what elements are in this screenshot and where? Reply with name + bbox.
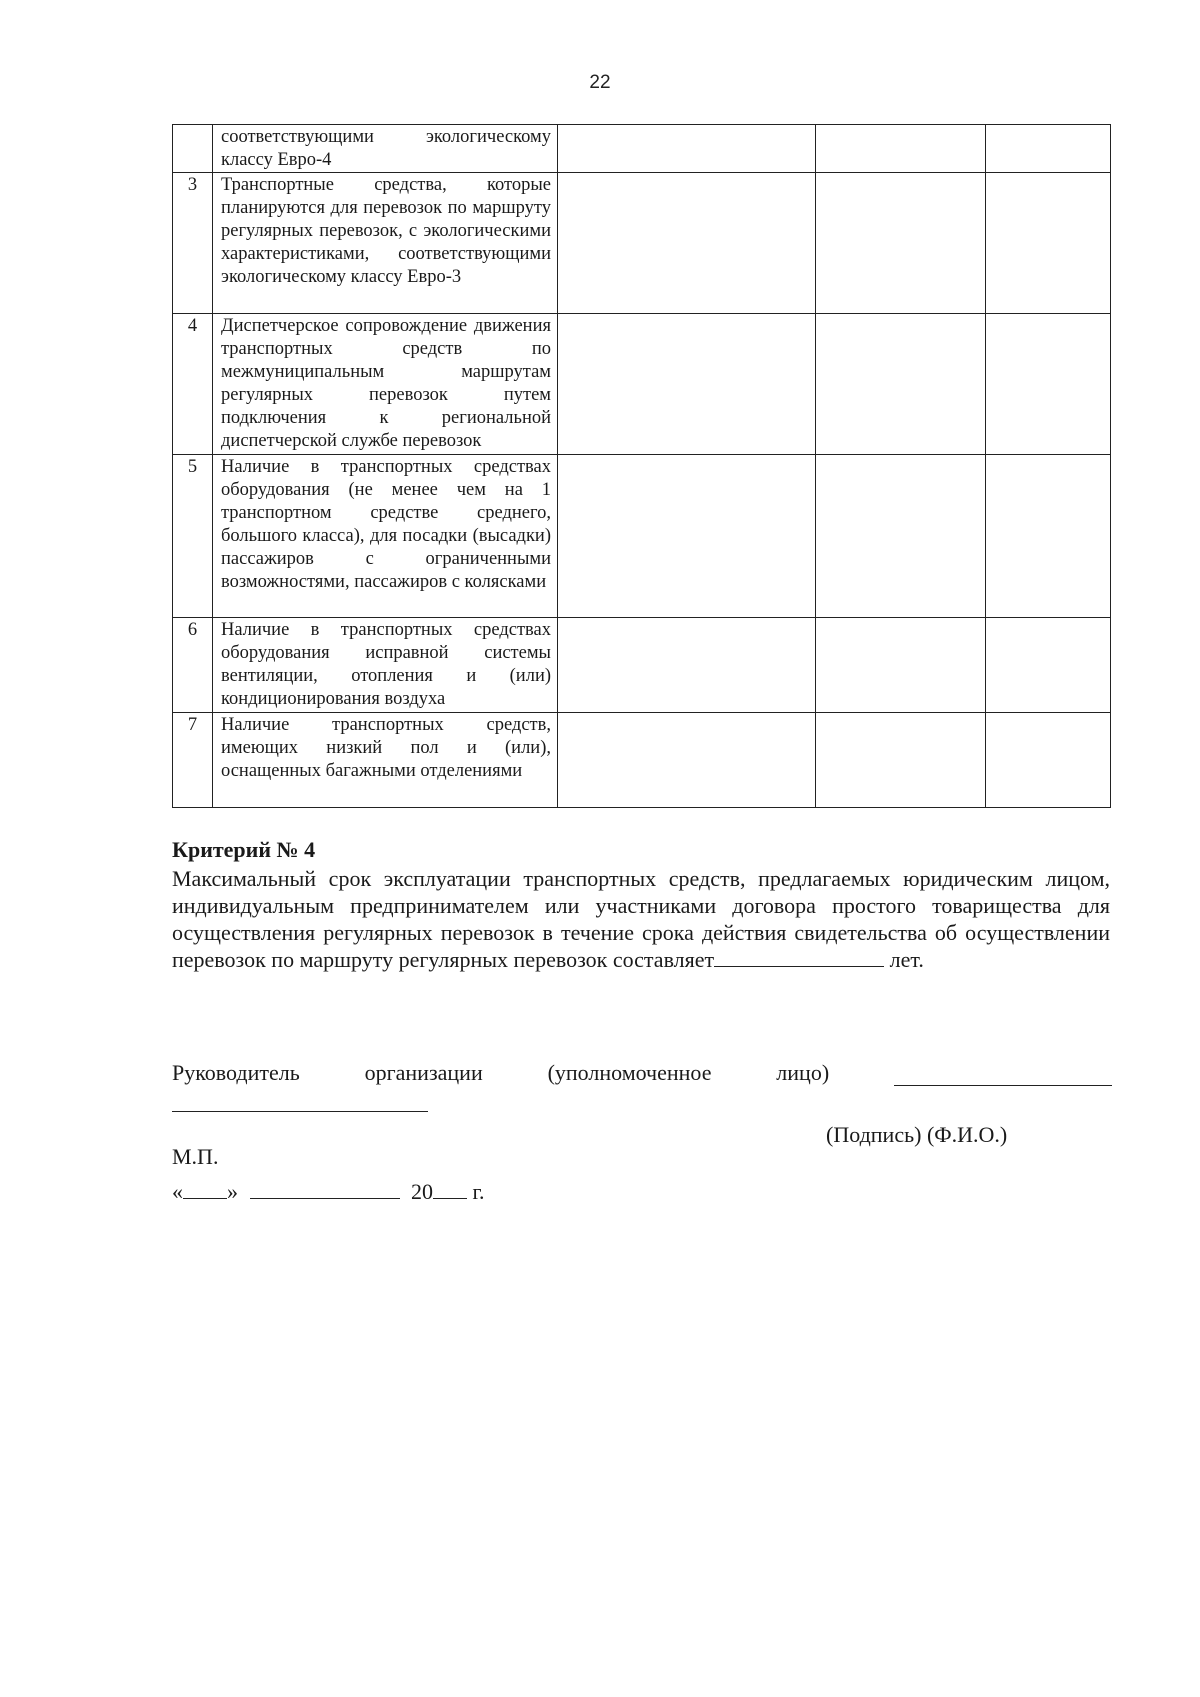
- years-blank-field[interactable]: [714, 946, 884, 967]
- empty-cell: [816, 314, 986, 455]
- year-suffix: г.: [472, 1179, 485, 1204]
- signature-blank-field[interactable]: [894, 1065, 1112, 1086]
- name-blank-field[interactable]: [172, 1110, 428, 1112]
- signature-word: Руководитель: [172, 1060, 300, 1085]
- day-blank-field[interactable]: [183, 1178, 227, 1199]
- row-number: 3: [173, 173, 213, 314]
- quote-close: »: [227, 1179, 238, 1204]
- table-row: [173, 314, 1111, 455]
- empty-cell: [816, 125, 986, 173]
- date-line: [172, 1178, 485, 1205]
- row-description: Наличие транспортных средств, имеющих низкий пол и (или), оснащенных багажными отделениями: [213, 713, 558, 808]
- stamp-label: М.П.: [172, 1144, 219, 1169]
- criterion-text: Максимальный срок эксплуатации транспортных средств, предлагаемых юридическим лицом, индивидуальным предпринимателем или участниками договора простого товарищества для осуществления регулярных перевозок в течение срока действия свидетельства об осуществлении перевозок по маршруту регулярных перевозок составляет: [172, 866, 1110, 972]
- row-description: Диспетчерское сопровождение движения транспортных средств по межмуниципальным маршрутам регулярных перевозок путем подключения к региональной диспетчерской службе перевозок: [213, 314, 558, 455]
- row-number: [173, 125, 213, 173]
- signature-caption: (Подпись) (Ф.И.О.): [826, 1122, 1008, 1147]
- criterion-section: [172, 836, 1110, 973]
- signature-word: (уполномоченное: [547, 1060, 712, 1085]
- row-number: 4: [173, 314, 213, 455]
- empty-cell: [816, 618, 986, 713]
- row-description: Транспортные средства, которые планируются для перевозок по маршруту регулярных перевозок, с экологическими характеристиками, соответствующими экологическому классу Евро-3: [213, 173, 558, 314]
- row-description: соответствующими экологическому классу Евро-4: [213, 125, 558, 173]
- table-row: [173, 713, 1111, 808]
- criterion-body: [172, 865, 1110, 973]
- empty-cell: [558, 455, 816, 618]
- year-prefix: 20: [411, 1179, 433, 1204]
- empty-cell: [558, 618, 816, 713]
- row-description: Наличие в транспортных средствах оборудования исправной системы вентиляции, отопления и (или) кондиционирования воздуха: [213, 618, 558, 713]
- signature-line: [172, 1060, 1112, 1086]
- empty-cell: [986, 173, 1111, 314]
- table-row: [173, 173, 1111, 314]
- empty-cell: [558, 713, 816, 808]
- signature-word: лицо): [776, 1060, 830, 1085]
- empty-cell: [986, 455, 1111, 618]
- row-number: 7: [173, 713, 213, 808]
- criteria-table: [172, 124, 1111, 808]
- quote-open: «: [172, 1179, 183, 1204]
- table-row: [173, 125, 1111, 173]
- empty-cell: [986, 125, 1111, 173]
- criterion-title: Критерий № 4: [172, 837, 316, 862]
- empty-cell: [986, 713, 1111, 808]
- row-description: Наличие в транспортных средствах оборудования (не менее чем на 1 транспортном средстве среднего, большого класса), для посадки (высадки) пассажиров с ограниченными возможностями, пассажиров с колясками: [213, 455, 558, 618]
- criterion-unit: лет.: [889, 947, 924, 972]
- empty-cell: [816, 713, 986, 808]
- row-number: 5: [173, 455, 213, 618]
- month-blank-field[interactable]: [250, 1178, 400, 1199]
- table-row: [173, 455, 1111, 618]
- empty-cell: [558, 125, 816, 173]
- empty-cell: [816, 455, 986, 618]
- page-number: 22: [589, 72, 611, 93]
- empty-cell: [558, 173, 816, 314]
- table-row: [173, 618, 1111, 713]
- row-number: 6: [173, 618, 213, 713]
- year-blank-field[interactable]: [433, 1178, 467, 1199]
- empty-cell: [816, 173, 986, 314]
- signature-word: организации: [364, 1060, 483, 1085]
- empty-cell: [986, 314, 1111, 455]
- empty-cell: [986, 618, 1111, 713]
- empty-cell: [558, 314, 816, 455]
